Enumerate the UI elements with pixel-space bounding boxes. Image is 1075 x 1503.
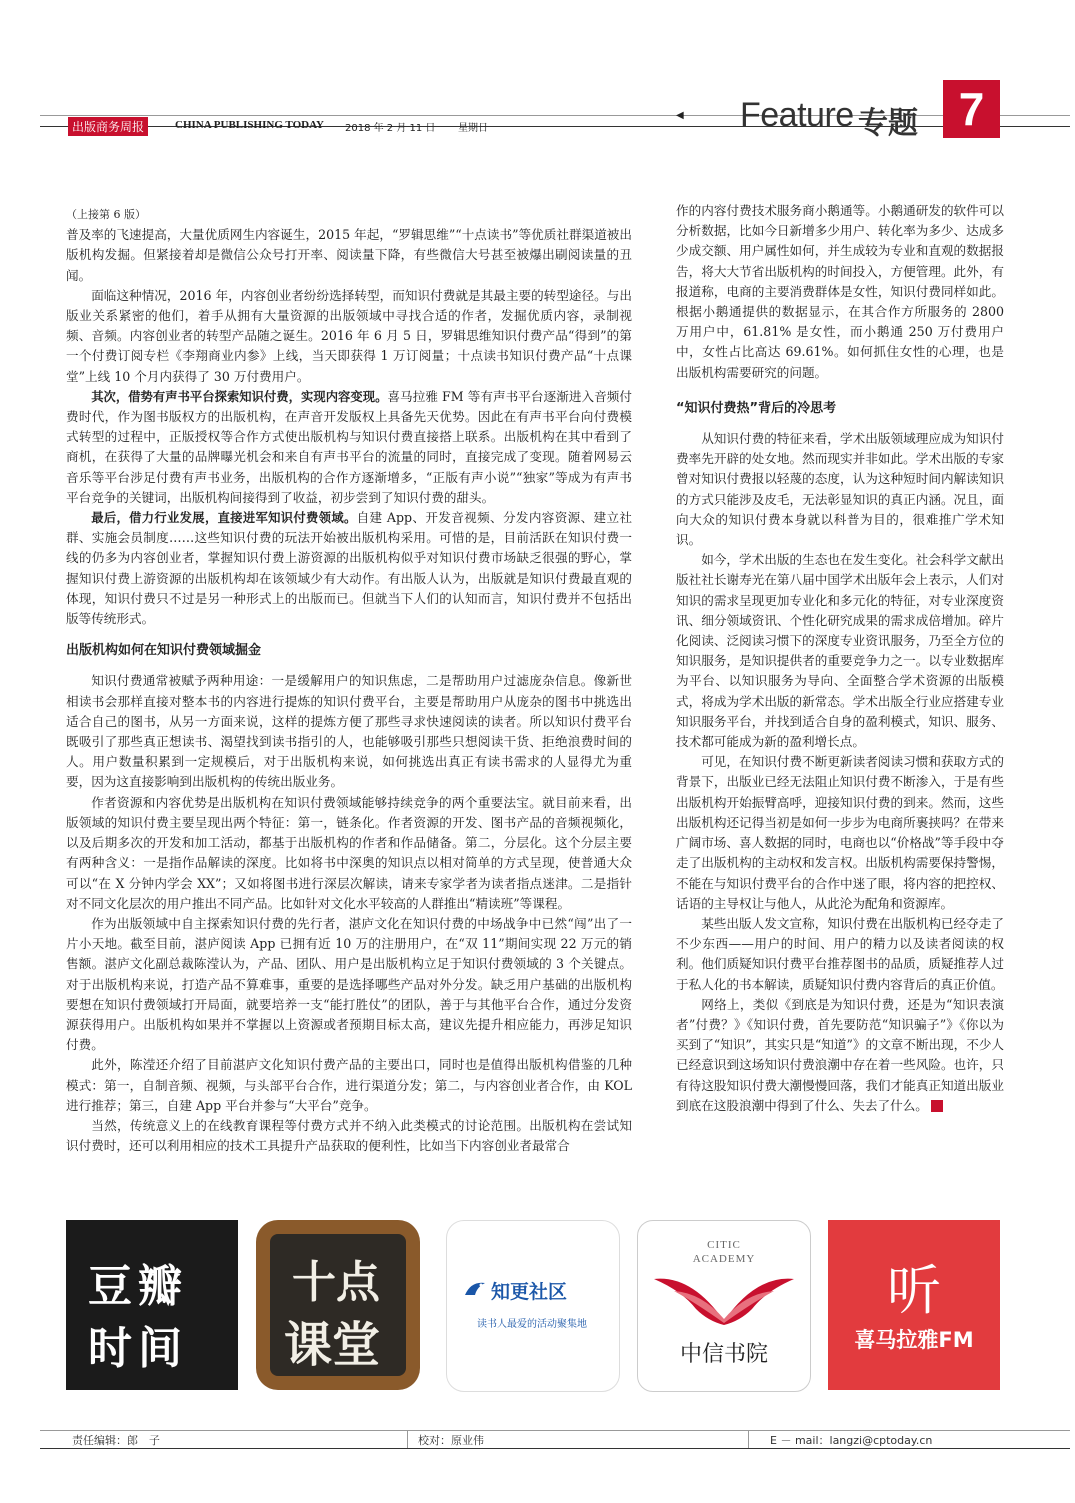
logo-text: 中信书院 [679,1342,768,1367]
paragraph [66,508,632,629]
paragraph [66,387,632,508]
article-right-column [676,201,1004,1116]
logo-glyph: 听 [887,1259,941,1322]
paragraph: 某些出版人发文宣称，知识付费在出版机构已经夺走了不少东西——用户的时间、用户的精力以及读者阅读的权利。他们质疑知识付费平台推荐图书的品质，质疑推荐人过于私人化的书本解读，质疑知识付费内容背后的真正价值。 [676,915,1004,992]
paragraph-body: 网络上，类似《到底是为知识付费，还是为“知识表演者”付费？》《知识付费，首先要防范“知识骗子”》《你以为买到了“知识”，其实只是“知道”》的文章不断出现，不少人已经意识到这场知识付费浪潮中存在着一些风险。也许，只有待这股知识付费大潮慢慢回落，我们才能真正知道出版业到底在这股浪潮中得到了什么、失去了什么。 [676,996,1005,1113]
continued-note: （上接第 6 版） [66,208,146,221]
paragraph: 从知识付费的特征来看，学术出版领域理应成为知识付费率先开辟的处女地。然而现实并非如此。学术出版的专家曾对知识付费报以轻蔑的态度，认为这种短时间内解读知识的方式只能涉及皮毛，无法彰显知识的真正内涵。况且，面向大众的知识付费本身就以科普为目的，很难推广学术知识。 [676,431,1004,548]
ximalaya-fm-logo [828,1220,1000,1390]
logo-text: 十点 [292,1257,380,1308]
footer-divider [748,1431,749,1448]
paragraph: 如今，学术出版的生态也在发生变化。社会科学文献出版社社长谢寿光在第八届中国学术出版年会上表示，人们对知识的需求呈现更加专业化和多元化的特征，对专业深度资讯、细分领域资讯、个性化研究成果的需求成倍增加。碎片化阅读、泛阅读习惯下的深度专业资讯服务，乃至全方位的知识服务，是知识提供者的重要竞争力之一。以专业数据库为平台、以知识服务为导向、全面整合学术资源的出版模式，将成为学术出版的新常态。学术出版全行业应搭建专业知识服务平台，并找到适合自身的盈利模式，知识、服务、技术都可能成为新的盈利增长点。 [676,552,1004,750]
logo-text: 知更社区 [491,1281,568,1303]
logo-text: 课堂 [284,1317,381,1373]
footer-editor: 责任编辑：郎 子 [72,1434,160,1447]
paragraph: 此外，陈滢还介绍了目前湛庐文化知识付费产品的主要出口，同时也是值得出版机构借鉴的几种模式：第一，自制音频、视频，与头部平台合作，进行渠道分发；第二，与内容创业者合作，由 KOL 进行推荐；第三，自建 App 平台并参与“大平台”竞争。 [66,1057,632,1113]
page-number: 7 [943,80,1000,138]
footer-rule-top [40,1430,1070,1431]
shidian-ketang-logo [256,1220,420,1390]
paragraph-lead: 其次，借势有声书平台探索知识付费，实现内容变现。 [91,389,388,404]
publication-name-en: CHINA PUBLISHING TODAY [175,119,324,131]
paragraph: 作者资源和内容优势是出版机构在知识付费领域能够持续竞争的两个重要法宝。就目前来看，出版领域的知识付费主要呈现出两个特征：第一，链条化。作者资源的开发、图书产品的音频视频化，以及后期多次的开发和加工活动，都基于出版机构的作者和作品储备。第二，分层化。这个分层主要有两种含义：一是指作品解读的深度。比如将书中深奥的知识点以相对简单的方式呈现，使普通大众可以“在 X 分钟内学会 XX”；又如将图书进行深层次解读，请来专家学者为读者指点迷津。二是指针对不同文化层次的用户推出不同产品。比如针对文化水平较高的人群推出“精读班”等课程。 [66,794,632,911]
paragraph-body: 自建 App、开发音视频、分发内容资源、建立社群、实施会员制度……这些知识付费的玩法开始被出版机构采用。可惜的是，目前活跃在知识付费一线的仍多为内容创业者，掌握知识付费上游资源的出版机构似乎对知识付费市场缺乏很强的野心，掌握知识付费上游资源的出版机构却在该领域少有大动作。有出版人认为，出版就是知识付费最直观的体现，知识付费只不过是另一种形式上的出版而已。但就当下人们的认知而言，知识付费并不包括出版等传统形式。 [66,510,632,627]
logo-text: ACADEMY [692,1253,756,1265]
subheading: “知识付费热”背后的冷思考 [676,400,837,416]
logo-text: 豆瓣 [88,1261,188,1312]
douban-time-logo [66,1220,238,1390]
logo-text: 时间 [88,1323,188,1374]
paragraph-lead: 最后，借力行业发展，直接进军知识付费领域。 [91,511,357,526]
article-left-column [66,205,632,1156]
logo-board [270,1234,406,1376]
arrow-left-icon: ◀ [676,110,684,121]
publication-name: 出版商务周报 [68,117,148,136]
logo-text: 喜马拉雅FM [854,1328,974,1352]
paragraph: 作为出版领域中自主探索知识付费的先行者，湛庐文化在知识付费的中场战争中已然“闯”出了一片小天地。截至目前，湛庐阅读 App 已拥有近 10 万的注册用户，在“双 11”期间实现 22 万元的销售额。湛庐文化副总裁陈滢认为，产品、团队、用户是出版机构立足于知识付费领域的 3 个关键点。对于出版机构来说，打造产品不算难事，重要的是选择哪些产品对外分发。缺乏用户基础的出版机构要想在知识付费领域打开局面，就要培养一支“能打胜仗”的团队，善于与其他平台合作，通过分发资源获得用户。出版机构如果并不掌握以上资源或者预期目标太高，建议先提升相应能力，再涉足知识付费。 [66,915,632,1053]
paragraph-body: 喜马拉雅 FM 等有声书平台逐渐进入音频付费时代，作为图书版权方的出版机构，在声音开发版权上具备先天优势。因此在有声书平台向付费模式转型的过程中，正版授权等合作方式使出版机构与知识付费直接搭上联系。出版机构在其中看到了商机，在获得了大量的品牌曝光机会和来自有声书平台的流量的同时，直接完成了变现。随着网易云音乐等平台涉足付费有声书业务，出版机构的合作方逐渐增多，“正版有声小说”“独家”等成为有声书平台竞争的关键词，出版机构间接得到了收益，初步尝到了知识付费的甜头。 [66,388,632,505]
end-mark-icon [931,1100,943,1112]
paragraph: 可见，在知识付费不断更新读者阅读习惯和获取方式的背景下，出版业已经无法阻止知识付费不断渗入，于是有些出版机构开始振臂高呼，迎接知识付费的到来。然而，这些出版机构还记得当初是如何一步步为电商所裹挟吗？在带来广阔市场、喜人数据的同时，电商也以“价格战”等手段中夺走了出版机构的主动权和发言权。出版机构需要保持警惕，不能在与知识付费平台的合作中迷了眼，将内容的把控权、话语的主导权让与他人，从此沦为配角和资源库。 [676,754,1004,911]
footer-divider [407,1431,408,1448]
paragraph [676,995,1004,1116]
paragraph: 当然，传统意义上的在线教育课程等付费方式并不纳入此类模式的讨论范围。出版机构在尝试知识付费时，还可以利用相应的技术工具提升产品获取的便利性，比如当下内容创业者最常合 [66,1117,632,1154]
section-title-zh: 专题 [858,106,918,141]
paragraph: 普及率的飞速提高，大量优质网生内容诞生，2015 年起，“罗辑思维”“十点读书”等优质社群渠道被出版机构发掘。但紧接着却是微信公众号打开率、阅读量下降，有些微信大号甚至被爆出刷阅读量的丑闻。 [66,227,632,283]
subheading: 出版机构如何在知识付费领域掘金 [66,643,262,659]
zhigeng-community-logo [446,1220,620,1392]
footer-email: E － mail：langzi@cptoday.cn [770,1434,933,1447]
wings-icon [652,1269,796,1331]
bird-icon [463,1279,487,1299]
issue-date: 2018 年 2 月 11 日 [345,123,436,134]
logo-slogan: 读书人最爱的活动聚集地 [477,1319,587,1330]
issue-weekday: 星期日 [458,123,488,134]
logo-text: CITIC [707,1239,741,1251]
section-title-en: Feature [740,96,854,134]
footer-rule-bottom [40,1448,1070,1449]
paragraph: 面临这种情况，2016 年，内容创业者纷纷选择转型，而知识付费就是其最主要的转型途径。与出版业关系紧密的他们，着手从拥有大量资源的出版领域中寻找合适的作者，发掘优质内容，录制视频、音频。内容创业者的转型产品随之诞生。2016 年 6 月 5 日，罗辑思维知识付费产品“得到”的第一个付费订阅专栏《李翔商业内参》上线，当天即获得 1 万订阅量；十点读书知识付费产品“十点课堂”上线 10 个月内获得了 30 万付费用户。 [66,287,632,384]
paragraph: 知识付费通常被赋予两种用途：一是缓解用户的知识焦虑，二是帮助用户过滤庞杂信息。像新世相读书会那样直接对整本书的内容进行提炼的知识付费平台，主要是帮助用户从庞杂的图书中挑选出适合自己的图书，从另一方面来说，这样的提炼方便了那些寻求快速阅读的读者。所以知识付费平台既吸引了那些真正想读书、渴望找到读书指引的人，也能够吸引那些只想阅读干货、拒绝浪费时间的人。用户数量积累到一定规模后，对于出版机构来说，如何挑选出真正有读书需求的人显得尤为重要，因为这直接影响到出版机构的传统出版业务。 [66,673,632,790]
paragraph: 作的内容付费技术服务商小鹅通等。小鹅通研发的软件可以分析数据，比如今日新增多少用户、转化率为多少、达成多少成交额、用户属性如何，并生成较为专业和直观的数据报告，将大大节省出版机构的时间投入，方便管理。此外，有报道称，电商的主要消费群体是女性，知识付费同样如此。根据小鹅通提供的数据显示，在其合作方所服务的 2800 万用户中，61.81% 是女性，而小鹅通 250 万付费用户中，女性占比高达 69.61%。如何抓住女性的心理，也是出版机构需要研究的问题。 [676,203,1004,380]
citic-academy-logo [637,1220,811,1392]
footer-proofreader: 校对：原业伟 [418,1434,484,1447]
